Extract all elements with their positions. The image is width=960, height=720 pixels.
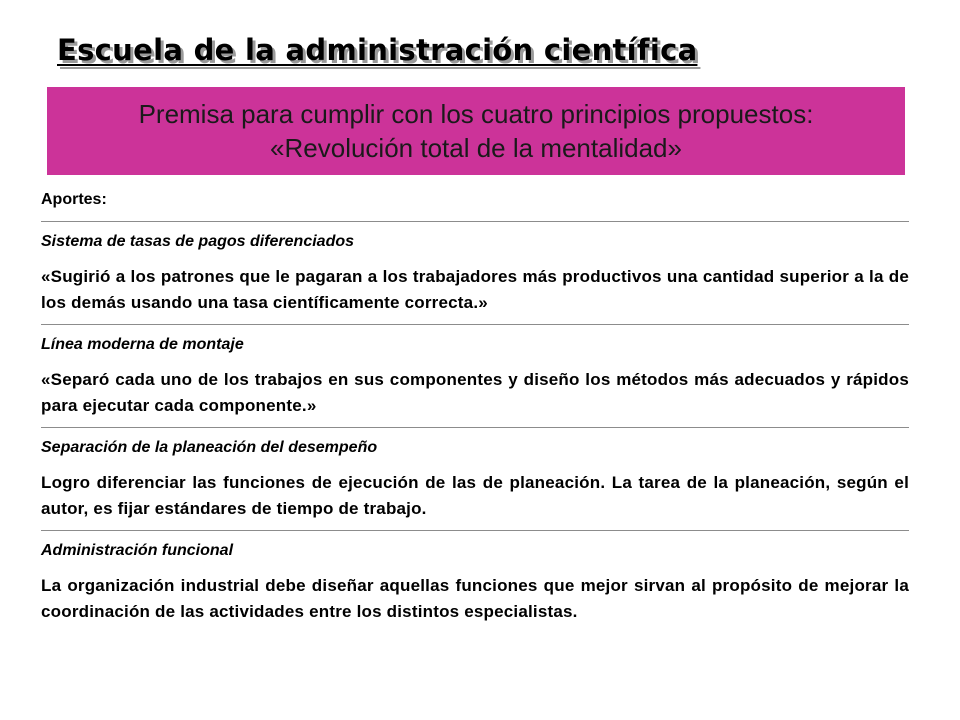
contribution-heading: Sistema de tasas de pagos diferenciados [41,233,355,250]
contribution-item [41,325,909,428]
contribution-heading: Línea moderna de montaje [41,336,244,353]
contribution-item [41,531,909,633]
contribution-body: Logro diferenciar las funciones de ejecución de las de planeación. La tarea de la planeación, según el autor, es fijar estándares de tiempo de trabajo. [41,473,909,518]
premise-quote: «Revolución total de la mentalidad» [270,133,682,163]
contributions-list [41,183,909,633]
contribution-body: «Separó cada uno de los trabajos en sus componentes y diseño los métodos más adecuados y rápidos para ejecutar cada componente.» [41,370,909,415]
contribution-item [41,222,909,325]
contribution-heading: Separación de la planeación del desempeño [41,439,378,456]
premise-banner [47,87,905,175]
contribution-item [41,428,909,531]
contribution-heading: Administración funcional [41,542,234,559]
premise-text: Premisa para cumplir con los cuatro principios propuestos: [138,99,814,129]
contribution-body: La organización industrial debe diseñar aquellas funciones que mejor sirvan al propósito de mejorar la coordinación de las actividades entre los distintos especialistas. [41,576,909,621]
contribution-body: «Sugirió a los patrones que le pagaran a los trabajadores más productivos una cantidad superior a la de los demás usando una tasa científicamente correcta.» [41,267,909,312]
slide-title: Escuela de la administración científica [57,33,698,67]
aportes-label: Aportes: [41,183,909,222]
